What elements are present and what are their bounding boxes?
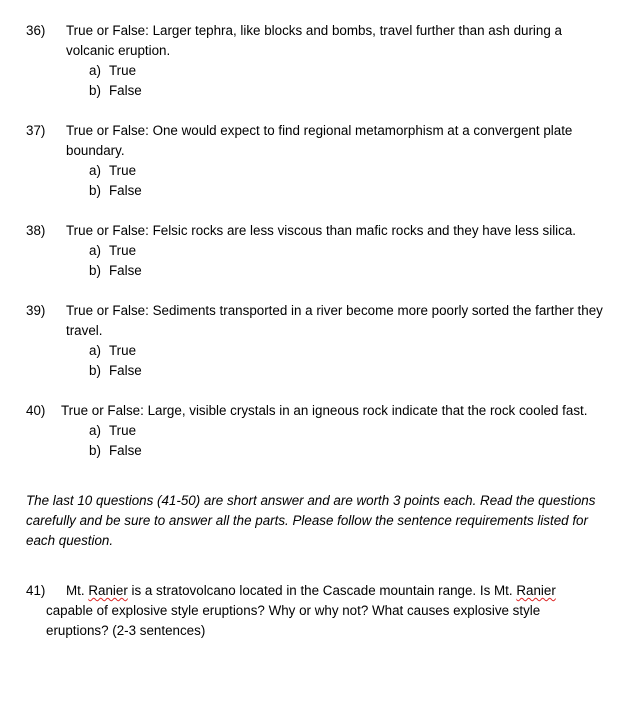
option-letter: a) bbox=[89, 423, 101, 438]
question-text bbox=[46, 581, 586, 641]
option-letter: b) bbox=[89, 443, 101, 458]
misspelled-word: Ranier bbox=[88, 583, 128, 598]
option-label: False bbox=[109, 363, 142, 378]
answer-options bbox=[89, 241, 289, 281]
answer-options bbox=[89, 421, 289, 461]
option-label: False bbox=[109, 263, 142, 278]
question-text: True or False: Sediments transported in a river become more poorly sorted the farther they travel. bbox=[66, 303, 603, 338]
question-38 bbox=[0, 221, 630, 278]
option-letter: a) bbox=[89, 243, 101, 258]
question-number: 36) bbox=[26, 23, 46, 38]
option-b bbox=[89, 261, 289, 281]
question-text: True or False: Felsic rocks are less viscous than mafic rocks and they have less silica. bbox=[66, 223, 577, 238]
option-letter: b) bbox=[89, 363, 101, 378]
option-label: True bbox=[109, 423, 137, 438]
option-label: True bbox=[109, 243, 137, 258]
question-number: 38) bbox=[26, 223, 46, 238]
misspelled-word: Ranier bbox=[516, 583, 556, 598]
answer-options bbox=[89, 341, 289, 381]
option-letter: a) bbox=[89, 63, 101, 78]
answer-options bbox=[89, 61, 289, 101]
option-a bbox=[89, 61, 289, 81]
option-label: True bbox=[109, 343, 137, 358]
option-b bbox=[89, 361, 289, 381]
option-b bbox=[89, 181, 289, 201]
question-number: 40) bbox=[26, 403, 46, 418]
option-b bbox=[89, 441, 289, 461]
option-a bbox=[89, 421, 289, 441]
option-label: False bbox=[109, 83, 142, 98]
option-a bbox=[89, 161, 289, 181]
question-39 bbox=[0, 301, 630, 378]
short-answer-instructions: The last 10 questions (41-50) are short answer and are worth 3 points each. Read the questions carefully and be sure to answer all the parts. Please follow the sentence requirements listed for each question. bbox=[26, 493, 596, 548]
option-letter: b) bbox=[89, 183, 101, 198]
option-label: False bbox=[109, 183, 142, 198]
question-37 bbox=[0, 121, 630, 198]
question-text: True or False: One would expect to find regional metamorphism at a convergent plate boundary. bbox=[66, 123, 573, 158]
question-number: 37) bbox=[26, 123, 46, 138]
question-36 bbox=[0, 21, 630, 98]
option-a bbox=[89, 341, 289, 361]
answer-options bbox=[89, 161, 289, 201]
option-a bbox=[89, 241, 289, 261]
question-text-part: capable of explosive style eruptions? Why or why not? What causes explosive style eruptions? (2-3 sentences) bbox=[46, 603, 541, 638]
option-label: False bbox=[109, 443, 142, 458]
question-40 bbox=[0, 401, 630, 458]
option-label: True bbox=[109, 63, 137, 78]
question-text: True or False: Larger tephra, like blocks and bombs, travel further than ash during a volcanic eruption. bbox=[66, 23, 562, 58]
question-number: 41) bbox=[26, 583, 46, 598]
question-number: 39) bbox=[26, 303, 46, 318]
option-letter: b) bbox=[89, 83, 101, 98]
question-text-part: is a stratovolcano located in the Cascade mountain range. Is Mt. bbox=[127, 583, 517, 598]
option-letter: a) bbox=[89, 343, 101, 358]
question-text-part: Mt. bbox=[66, 583, 89, 598]
option-label: True bbox=[109, 163, 137, 178]
option-b bbox=[89, 81, 289, 101]
option-letter: a) bbox=[89, 163, 101, 178]
option-letter: b) bbox=[89, 263, 101, 278]
question-text: True or False: Large, visible crystals in an igneous rock indicate that the rock cooled fast. bbox=[61, 403, 588, 418]
